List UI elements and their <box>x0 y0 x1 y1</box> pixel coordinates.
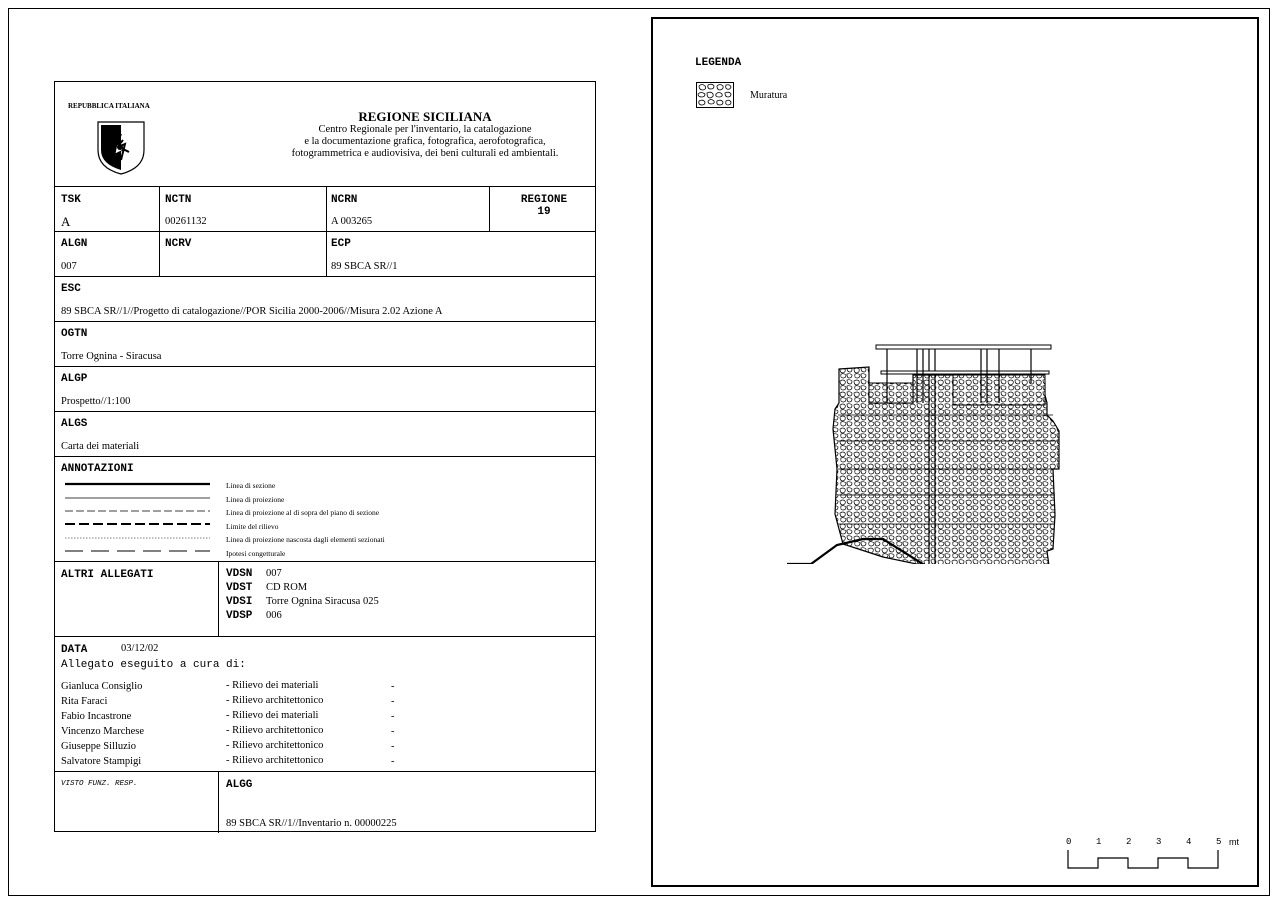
tsk-value: A <box>61 214 71 229</box>
legenda-title: LEGENDA <box>695 57 742 69</box>
scale-tick-3: 3 <box>1156 837 1162 847</box>
algp-value: Prospetto//1:100 <box>61 396 131 407</box>
sicily-emblem-icon <box>95 120 147 176</box>
annotazione-2: Linea di proiezione <box>226 495 285 504</box>
algp-label: ALGP <box>61 373 88 385</box>
scale-tick-5: 5 <box>1216 837 1222 847</box>
vdsi-value: Torre Ognina Siracusa 025 <box>266 596 379 607</box>
person-extra-6: - <box>391 756 395 767</box>
esc-label: ESC <box>61 283 81 295</box>
center-line-1: Centro Regionale per l'inventario, la catalogazione <box>318 124 532 135</box>
annotazione-4: Limite del rilievo <box>226 522 279 531</box>
algg-label: ALGG <box>226 779 253 791</box>
visto-label: VISTO FUNZ. RESP. <box>61 780 138 788</box>
scale-tick-1: 1 <box>1096 837 1102 847</box>
data-label: DATA <box>61 644 88 656</box>
nctn-value: 00261132 <box>165 216 207 227</box>
allegato-subtitle: Allegato eseguito a cura di: <box>61 659 246 671</box>
ncrv-label: NCRV <box>165 238 192 250</box>
scale-tick-4: 4 <box>1186 837 1192 847</box>
republic-label: REPUBBLICA ITALIANA <box>68 102 150 110</box>
line-types-legend <box>63 477 213 557</box>
vdsp-label: VDSP <box>226 610 253 622</box>
scale-bar <box>1065 849 1225 871</box>
scale-tick-2: 2 <box>1126 837 1132 847</box>
tsk-label: TSK <box>61 194 81 206</box>
scale-tick-0: 0 <box>1066 837 1072 847</box>
catalog-card <box>54 81 596 832</box>
person-extra-4: - <box>391 726 395 737</box>
person-extra-5: - <box>391 741 395 752</box>
center-line-3: fotogrammetrica e audiovisiva, dei beni culturali ed ambientali. <box>291 148 559 159</box>
nctn-label: NCTN <box>165 194 192 206</box>
ogtn-value: Torre Ognina - Siracusa <box>61 351 162 362</box>
annotazione-6: Ipotesi congetturale <box>226 549 286 558</box>
person-name-4: Vincenzo Marchese <box>61 726 145 737</box>
person-role-3: - Rilievo dei materiali <box>226 710 319 721</box>
scale-unit: mt <box>1229 837 1239 847</box>
person-role-5: - Rilievo architettonico <box>226 740 324 751</box>
legenda-muratura-label: Muratura <box>750 90 788 101</box>
esc-value: 89 SBCA SR//1//Progetto di catalogazione//POR Sicilia 2000-2006//Misura 2.02 Azione A <box>61 306 443 317</box>
algg-value: 89 SBCA SR//1//Inventario n. 00000225 <box>226 818 397 829</box>
vdsp-value: 006 <box>266 610 282 621</box>
drawing-panel <box>651 17 1259 887</box>
annotazione-5: Linea di proiezione nascosta dagli elementi sezionati <box>226 535 385 544</box>
person-name-6: Salvatore Stampigi <box>61 756 142 767</box>
ncrn-value: A 003265 <box>331 216 373 227</box>
algn-value: 007 <box>61 261 77 272</box>
algn-label: ALGN <box>61 238 88 250</box>
regione-value: 19 <box>537 206 551 218</box>
ogtn-label: OGTN <box>61 328 88 340</box>
person-extra-1: - <box>391 681 395 692</box>
algs-label: ALGS <box>61 418 88 430</box>
person-name-2: Rita Faraci <box>61 696 108 707</box>
region-title: REGIONE SICILIANA <box>358 109 492 124</box>
vdsn-label: VDSN <box>226 568 253 580</box>
vdsi-label: VDSI <box>226 596 253 608</box>
annotazione-3: Linea di proiezione al di sopra del piano di sezione <box>226 508 380 517</box>
data-value: 03/12/02 <box>121 643 159 654</box>
vdsn-value: 007 <box>266 568 282 579</box>
person-role-1: - Rilievo dei materiali <box>226 680 319 691</box>
muratura-swatch-icon <box>696 82 734 108</box>
person-name-3: Fabio Incastrone <box>61 711 132 722</box>
person-role-2: - Rilievo architettonico <box>226 695 324 706</box>
person-name-1: Gianluca Consiglio <box>61 681 143 692</box>
annotazione-1: Linea di sezione <box>226 481 276 490</box>
altri-allegati-label: ALTRI ALLEGATI <box>61 569 154 581</box>
person-extra-2: - <box>391 696 395 707</box>
person-role-4: - Rilievo architettonico <box>226 725 324 736</box>
ecp-label: ECP <box>331 238 351 250</box>
person-name-5: Giuseppe Silluzio <box>61 741 136 752</box>
annotazioni-label: ANNOTAZIONI <box>61 463 134 475</box>
regione-label: REGIONE <box>520 194 568 206</box>
person-extra-3: - <box>391 711 395 722</box>
ncrn-label: NCRN <box>331 194 358 206</box>
ecp-value: 89 SBCA SR//1 <box>331 261 398 272</box>
vdst-value: CD ROM <box>266 582 308 593</box>
center-line-2: e la documentazione grafica, fotografica, aerofotografica, <box>304 136 546 147</box>
tower-elevation-drawing <box>783 319 1153 564</box>
person-role-6: - Rilievo architettonico <box>226 755 324 766</box>
algs-value: Carta dei materiali <box>61 441 140 452</box>
vdst-label: VDST <box>226 582 253 594</box>
